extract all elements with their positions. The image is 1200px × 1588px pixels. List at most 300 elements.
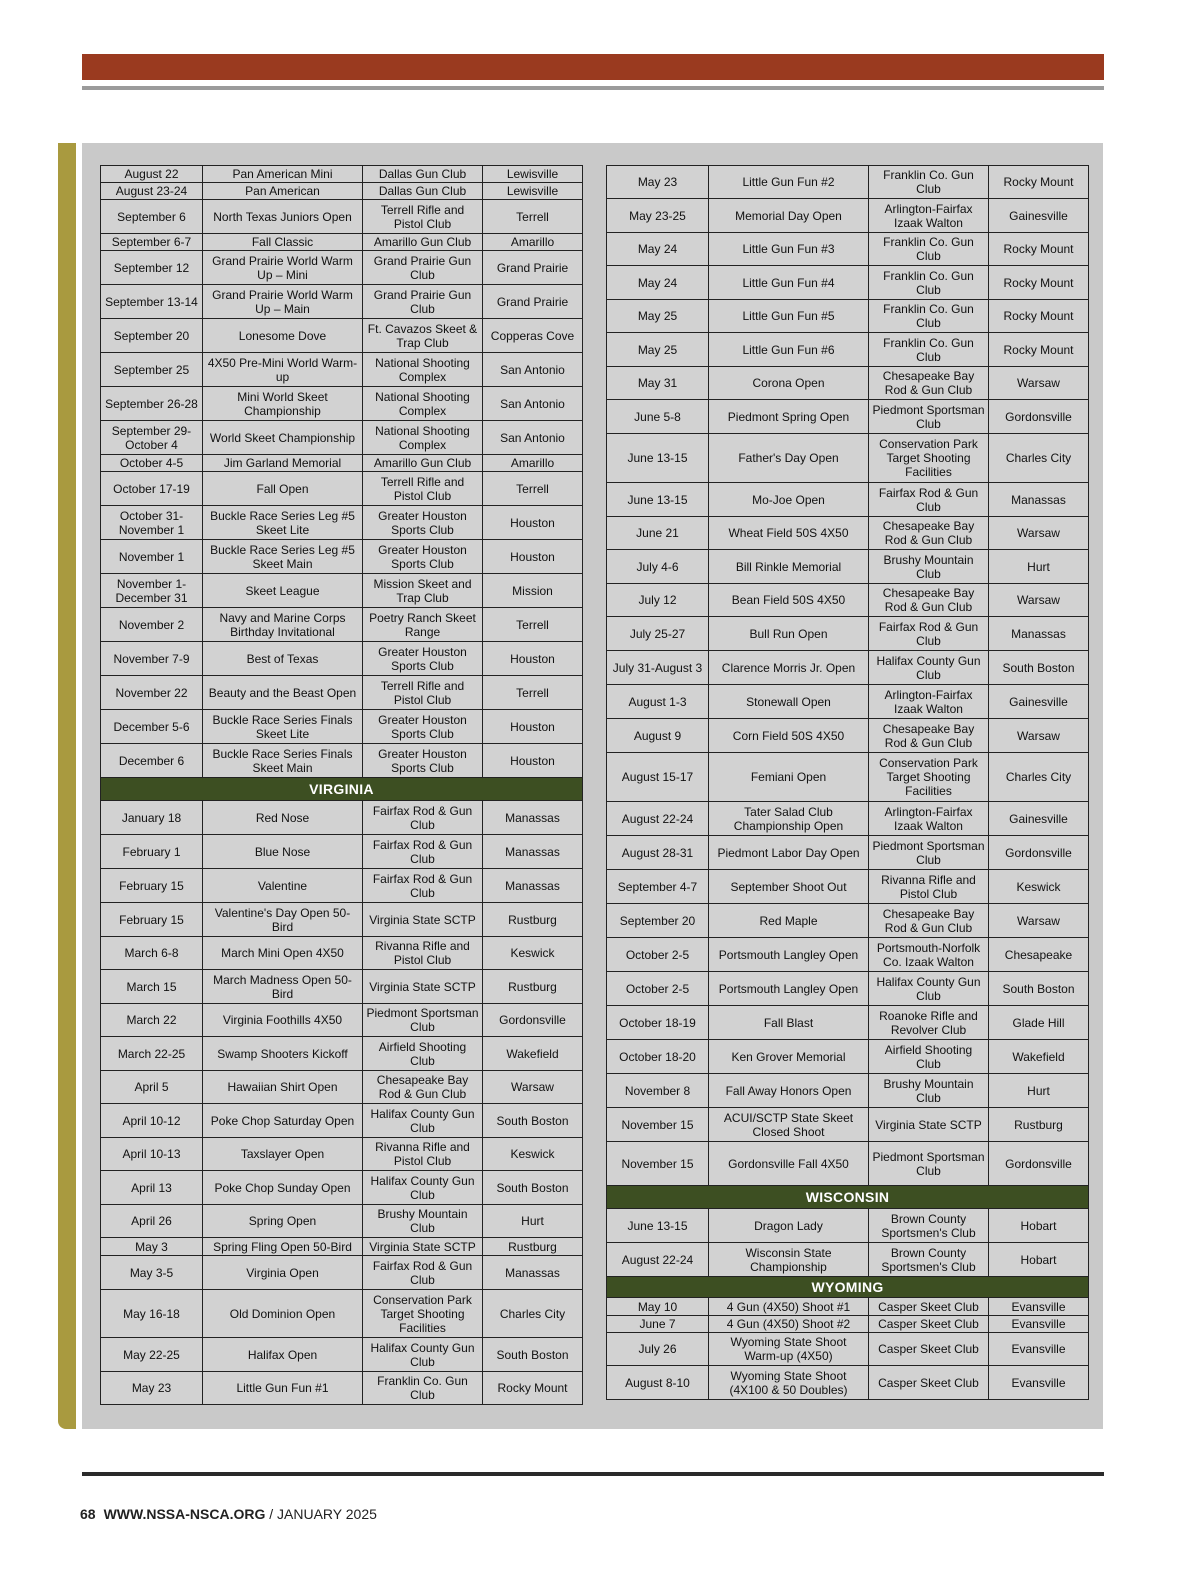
event-row: [101, 970, 583, 1004]
event-location: Houston: [483, 744, 583, 778]
event-club: Halifax County Gun Club: [363, 1171, 483, 1205]
event-club: Amarillo Gun Club: [363, 455, 483, 472]
event-location: Charles City: [483, 1290, 583, 1338]
event-row: [607, 753, 1089, 802]
event-name: Taxslayer Open: [203, 1138, 363, 1171]
event-club: Arlington-Fairfax Izaak Walton: [869, 199, 989, 233]
event-row: [607, 550, 1089, 584]
footer-website-link[interactable]: WWW.NSSA-NSCA.ORG: [103, 1506, 266, 1522]
event-name: Buckle Race Series Leg #5 Skeet Main: [203, 540, 363, 574]
event-location: Lewisville: [483, 166, 583, 183]
state-header-row: [607, 1277, 1089, 1298]
event-club: Chesapeake Bay Rod & Gun Club: [363, 1071, 483, 1104]
event-location: Warsaw: [989, 517, 1089, 550]
event-name: Spring Open: [203, 1205, 363, 1238]
event-name: Wyoming State Shoot Warm-up (4X50): [709, 1333, 869, 1366]
event-location: Hurt: [989, 550, 1089, 584]
event-date: July 12: [607, 584, 709, 617]
event-location: Charles City: [989, 434, 1089, 483]
event-name: Old Dominion Open: [203, 1290, 363, 1338]
event-row: [607, 836, 1089, 870]
event-row: [101, 1290, 583, 1338]
event-location: Evansville: [989, 1298, 1089, 1316]
schedule-table-right: [606, 165, 1089, 1400]
event-date: June 7: [607, 1316, 709, 1333]
event-club: Ft. Cavazos Skeet & Trap Club: [363, 319, 483, 353]
event-name: Corn Field 50S 4X50: [709, 719, 869, 753]
event-location: Terrell: [483, 200, 583, 234]
event-club: Greater Houston Sports Club: [363, 642, 483, 676]
event-row: [101, 387, 583, 421]
event-date: August 1-3: [607, 685, 709, 719]
event-location: Warsaw: [989, 367, 1089, 400]
event-name: Halifax Open: [203, 1338, 363, 1372]
event-date: February 15: [101, 869, 203, 903]
event-date: September 13-14: [101, 285, 203, 319]
event-club: Brushy Mountain Club: [869, 550, 989, 584]
event-name: Pan American Mini: [203, 166, 363, 183]
event-location: South Boston: [483, 1171, 583, 1205]
event-club: Brown County Sportsmen's Club: [869, 1209, 989, 1243]
event-location: South Boston: [989, 972, 1089, 1006]
event-row: [101, 421, 583, 455]
event-club: Chesapeake Bay Rod & Gun Club: [869, 904, 989, 938]
event-name: 4 Gun (4X50) Shoot #2: [709, 1316, 869, 1333]
event-name: Buckle Race Series Leg #5 Skeet Lite: [203, 506, 363, 540]
event-club: Piedmont Sportsman Club: [869, 1142, 989, 1186]
event-location: Amarillo: [483, 455, 583, 472]
event-location: San Antonio: [483, 421, 583, 455]
event-location: Glade Hill: [989, 1006, 1089, 1040]
event-row: [101, 801, 583, 835]
event-name: Wyoming State Shoot (4X100 & 50 Doubles): [709, 1366, 869, 1400]
event-date: August 23-24: [101, 183, 203, 200]
event-date: September 6: [101, 200, 203, 234]
event-row: [607, 400, 1089, 434]
event-row: [607, 1316, 1089, 1333]
event-location: Grand Prairie: [483, 251, 583, 285]
event-row: [101, 183, 583, 200]
event-date: November 22: [101, 676, 203, 710]
event-date: April 10-12: [101, 1104, 203, 1138]
event-club: Halifax County Gun Club: [869, 651, 989, 685]
event-row: [607, 1040, 1089, 1074]
footer-rule: [82, 1472, 1104, 1476]
event-date: November 2: [101, 608, 203, 642]
event-club: Roanoke Rifle and Revolver Club: [869, 1006, 989, 1040]
event-location: South Boston: [989, 651, 1089, 685]
page-footer: [80, 1506, 377, 1522]
event-date: July 26: [607, 1333, 709, 1366]
event-name: Fall Blast: [709, 1006, 869, 1040]
event-club: Airfield Shooting Club: [363, 1037, 483, 1071]
event-row: [101, 506, 583, 540]
footer-issue-date: JANUARY 2025: [277, 1506, 377, 1522]
event-date: October 18-20: [607, 1040, 709, 1074]
event-row: [607, 483, 1089, 517]
event-date: September 26-28: [101, 387, 203, 421]
event-name: Swamp Shooters Kickoff: [203, 1037, 363, 1071]
event-name: Fall Away Honors Open: [709, 1074, 869, 1108]
event-club: Franklin Co. Gun Club: [869, 333, 989, 367]
event-date: August 8-10: [607, 1366, 709, 1400]
event-club: Arlington-Fairfax Izaak Walton: [869, 685, 989, 719]
event-club: Terrell Rifle and Pistol Club: [363, 200, 483, 234]
event-club: Franklin Co. Gun Club: [363, 1372, 483, 1405]
event-location: Gordonsville: [989, 400, 1089, 434]
event-date: May 25: [607, 300, 709, 333]
event-name: Little Gun Fun #3: [709, 233, 869, 266]
event-row: [101, 1171, 583, 1205]
event-row: [101, 455, 583, 472]
event-club: Portsmouth-Norfolk Co. Izaak Walton: [869, 938, 989, 972]
event-club: Franklin Co. Gun Club: [869, 300, 989, 333]
event-row: [607, 938, 1089, 972]
event-date: August 15-17: [607, 753, 709, 802]
event-date: May 10: [607, 1298, 709, 1316]
event-name: ACUI/SCTP State Skeet Closed Shoot: [709, 1108, 869, 1142]
event-date: May 3-5: [101, 1256, 203, 1290]
event-club: Conservation Park Target Shooting Facilities: [363, 1290, 483, 1338]
event-club: Franklin Co. Gun Club: [869, 166, 989, 199]
page-number: 68: [80, 1506, 96, 1522]
event-date: August 28-31: [607, 836, 709, 870]
event-date: May 24: [607, 233, 709, 266]
event-name: Beauty and the Beast Open: [203, 676, 363, 710]
event-location: Terrell: [483, 472, 583, 506]
event-date: June 13-15: [607, 483, 709, 517]
event-name: Poke Chop Sunday Open: [203, 1171, 363, 1205]
event-location: Houston: [483, 710, 583, 744]
event-location: Rocky Mount: [483, 1372, 583, 1405]
event-location: Gordonsville: [989, 836, 1089, 870]
event-club: Grand Prairie Gun Club: [363, 285, 483, 319]
event-location: Manassas: [483, 835, 583, 869]
event-date: May 23: [607, 166, 709, 199]
event-date: November 15: [607, 1142, 709, 1186]
event-row: [607, 1366, 1089, 1400]
event-name: Buckle Race Series Finals Skeet Main: [203, 744, 363, 778]
event-row: [101, 251, 583, 285]
event-row: [101, 710, 583, 744]
event-location: Rocky Mount: [989, 266, 1089, 300]
event-name: Grand Prairie World Warm Up – Mini: [203, 251, 363, 285]
event-name: Fall Open: [203, 472, 363, 506]
event-row: [101, 608, 583, 642]
event-row: [607, 1333, 1089, 1366]
event-row: [607, 1108, 1089, 1142]
event-date: November 1: [101, 540, 203, 574]
event-date: March 15: [101, 970, 203, 1004]
event-row: [101, 1071, 583, 1104]
event-name: Fall Classic: [203, 234, 363, 251]
event-location: Lewisville: [483, 183, 583, 200]
event-date: September 4-7: [607, 870, 709, 904]
event-row: [101, 1338, 583, 1372]
event-club: Fairfax Rod & Gun Club: [363, 801, 483, 835]
event-location: Gordonsville: [483, 1004, 583, 1037]
event-name: Bill Rinkle Memorial: [709, 550, 869, 584]
event-location: Keswick: [483, 1138, 583, 1171]
event-club: Franklin Co. Gun Club: [869, 266, 989, 300]
event-row: [607, 1298, 1089, 1316]
event-club: Fairfax Rod & Gun Club: [363, 869, 483, 903]
event-name: 4X50 Pre-Mini World Warm-up: [203, 353, 363, 387]
event-club: Halifax County Gun Club: [363, 1338, 483, 1372]
event-location: Manassas: [483, 801, 583, 835]
event-club: Greater Houston Sports Club: [363, 744, 483, 778]
event-name: Little Gun Fun #2: [709, 166, 869, 199]
event-row: [607, 617, 1089, 651]
event-club: Chesapeake Bay Rod & Gun Club: [869, 367, 989, 400]
event-name: Valentine's Day Open 50-Bird: [203, 903, 363, 937]
event-row: [101, 574, 583, 608]
event-location: Mission: [483, 574, 583, 608]
event-row: [607, 300, 1089, 333]
event-club: Franklin Co. Gun Club: [869, 233, 989, 266]
event-row: [101, 1256, 583, 1290]
event-row: [101, 319, 583, 353]
event-location: Keswick: [483, 937, 583, 970]
event-club: Piedmont Sportsman Club: [363, 1004, 483, 1037]
event-row: [101, 285, 583, 319]
state-header: WISCONSIN: [607, 1186, 1089, 1209]
event-name: Little Gun Fun #4: [709, 266, 869, 300]
event-row: [607, 802, 1089, 836]
event-name: Stonewall Open: [709, 685, 869, 719]
event-date: August 9: [607, 719, 709, 753]
event-club: Chesapeake Bay Rod & Gun Club: [869, 719, 989, 753]
event-date: February 15: [101, 903, 203, 937]
event-location: Warsaw: [483, 1071, 583, 1104]
event-club: Rivanna Rifle and Pistol Club: [869, 870, 989, 904]
event-location: South Boston: [483, 1104, 583, 1138]
event-row: [607, 1074, 1089, 1108]
event-row: [101, 1205, 583, 1238]
event-name: Pan American: [203, 183, 363, 200]
event-location: Rustburg: [483, 1238, 583, 1256]
event-name: Skeet League: [203, 574, 363, 608]
event-name: March Mini Open 4X50: [203, 937, 363, 970]
event-location: Manassas: [989, 617, 1089, 651]
event-club: Rivanna Rifle and Pistol Club: [363, 1138, 483, 1171]
event-location: Rocky Mount: [989, 166, 1089, 199]
event-row: [607, 1006, 1089, 1040]
event-date: April 10-13: [101, 1138, 203, 1171]
event-club: Conservation Park Target Shooting Facilities: [869, 434, 989, 483]
event-location: Houston: [483, 506, 583, 540]
event-date: August 22-24: [607, 802, 709, 836]
event-name: Hawaiian Shirt Open: [203, 1071, 363, 1104]
event-location: Rustburg: [483, 903, 583, 937]
event-date: September 29-October 4: [101, 421, 203, 455]
event-name: Little Gun Fun #6: [709, 333, 869, 367]
event-name: Red Maple: [709, 904, 869, 938]
event-row: [101, 166, 583, 183]
footer-separator: /: [265, 1506, 278, 1522]
event-club: National Shooting Complex: [363, 421, 483, 455]
event-date: June 21: [607, 517, 709, 550]
event-club: Greater Houston Sports Club: [363, 506, 483, 540]
event-club: Amarillo Gun Club: [363, 234, 483, 251]
event-club: Virginia State SCTP: [869, 1108, 989, 1142]
event-name: Piedmont Spring Open: [709, 400, 869, 434]
event-date: September 25: [101, 353, 203, 387]
event-row: [101, 937, 583, 970]
event-row: [101, 869, 583, 903]
event-date: November 15: [607, 1108, 709, 1142]
event-row: [101, 1004, 583, 1037]
event-row: [101, 200, 583, 234]
event-row: [607, 517, 1089, 550]
event-name: Mo-Joe Open: [709, 483, 869, 517]
event-club: Dallas Gun Club: [363, 183, 483, 200]
event-date: May 3: [101, 1238, 203, 1256]
event-name: World Skeet Championship: [203, 421, 363, 455]
event-name: March Madness Open 50-Bird: [203, 970, 363, 1004]
event-name: Spring Fling Open 50-Bird: [203, 1238, 363, 1256]
event-date: July 4-6: [607, 550, 709, 584]
event-name: Wheat Field 50S 4X50: [709, 517, 869, 550]
event-date: May 23: [101, 1372, 203, 1405]
event-club: Mission Skeet and Trap Club: [363, 574, 483, 608]
event-name: Little Gun Fun #1: [203, 1372, 363, 1405]
event-date: November 7-9: [101, 642, 203, 676]
event-date: April 5: [101, 1071, 203, 1104]
event-date: May 25: [607, 333, 709, 367]
event-location: Wakefield: [483, 1037, 583, 1071]
event-name: Best of Texas: [203, 642, 363, 676]
event-date: March 6-8: [101, 937, 203, 970]
event-club: Virginia State SCTP: [363, 903, 483, 937]
event-location: Rocky Mount: [989, 300, 1089, 333]
event-club: Virginia State SCTP: [363, 970, 483, 1004]
event-name: Corona Open: [709, 367, 869, 400]
event-club: Fairfax Rod & Gun Club: [869, 617, 989, 651]
state-header: WYOMING: [607, 1277, 1089, 1298]
event-location: San Antonio: [483, 387, 583, 421]
event-row: [607, 651, 1089, 685]
event-date: October 2-5: [607, 938, 709, 972]
event-club: Brushy Mountain Club: [363, 1205, 483, 1238]
event-date: October 18-19: [607, 1006, 709, 1040]
event-club: Rivanna Rifle and Pistol Club: [363, 937, 483, 970]
event-location: Gainesville: [989, 685, 1089, 719]
event-date: May 22-25: [101, 1338, 203, 1372]
event-club: Casper Skeet Club: [869, 1316, 989, 1333]
event-row: [607, 266, 1089, 300]
event-row: [101, 472, 583, 506]
event-row: [607, 972, 1089, 1006]
event-date: July 31-August 3: [607, 651, 709, 685]
event-row: [101, 642, 583, 676]
event-name: Virginia Open: [203, 1256, 363, 1290]
event-club: Halifax County Gun Club: [363, 1104, 483, 1138]
event-row: [607, 1243, 1089, 1277]
event-row: [101, 903, 583, 937]
event-location: Warsaw: [989, 904, 1089, 938]
event-location: Hobart: [989, 1243, 1089, 1277]
event-location: Hurt: [989, 1074, 1089, 1108]
header-color-bar: [82, 54, 1104, 80]
event-location: Grand Prairie: [483, 285, 583, 319]
event-club: Chesapeake Bay Rod & Gun Club: [869, 517, 989, 550]
event-location: Rustburg: [989, 1108, 1089, 1142]
event-location: San Antonio: [483, 353, 583, 387]
event-row: [101, 1037, 583, 1071]
event-location: Evansville: [989, 1333, 1089, 1366]
event-location: Manassas: [989, 483, 1089, 517]
event-name: Bull Run Open: [709, 617, 869, 651]
event-name: Little Gun Fun #5: [709, 300, 869, 333]
event-club: Grand Prairie Gun Club: [363, 251, 483, 285]
event-name: Red Nose: [203, 801, 363, 835]
event-name: Poke Chop Saturday Open: [203, 1104, 363, 1138]
event-club: Arlington-Fairfax Izaak Walton: [869, 802, 989, 836]
event-location: South Boston: [483, 1338, 583, 1372]
event-date: August 22: [101, 166, 203, 183]
event-name: September Shoot Out: [709, 870, 869, 904]
event-club: Virginia State SCTP: [363, 1238, 483, 1256]
event-row: [607, 584, 1089, 617]
event-name: Dragon Lady: [709, 1209, 869, 1243]
side-accent-bar: [58, 143, 76, 1429]
state-header: VIRGINIA: [101, 778, 583, 801]
event-date: May 24: [607, 266, 709, 300]
event-location: Wakefield: [989, 1040, 1089, 1074]
event-name: Grand Prairie World Warm Up – Main: [203, 285, 363, 319]
event-club: Poetry Ranch Skeet Range: [363, 608, 483, 642]
event-name: Buckle Race Series Finals Skeet Lite: [203, 710, 363, 744]
event-row: [101, 744, 583, 778]
event-location: Gainesville: [989, 802, 1089, 836]
event-location: Gordonsville: [989, 1142, 1089, 1186]
event-location: Warsaw: [989, 584, 1089, 617]
event-club: Fairfax Rod & Gun Club: [363, 835, 483, 869]
event-name: Clarence Morris Jr. Open: [709, 651, 869, 685]
event-date: June 13-15: [607, 434, 709, 483]
state-header-row: [101, 778, 583, 801]
event-location: Terrell: [483, 676, 583, 710]
event-location: Chesapeake: [989, 938, 1089, 972]
event-name: Virginia Foothills 4X50: [203, 1004, 363, 1037]
event-location: Manassas: [483, 869, 583, 903]
event-date: January 18: [101, 801, 203, 835]
event-location: Houston: [483, 642, 583, 676]
event-row: [607, 1209, 1089, 1243]
event-name: Father's Day Open: [709, 434, 869, 483]
event-name: Wisconsin State Championship: [709, 1243, 869, 1277]
event-club: Halifax County Gun Club: [869, 972, 989, 1006]
event-row: [607, 870, 1089, 904]
event-date: September 6-7: [101, 234, 203, 251]
event-location: Evansville: [989, 1316, 1089, 1333]
event-location: Keswick: [989, 870, 1089, 904]
event-row: [101, 1104, 583, 1138]
state-header-row: [607, 1186, 1089, 1209]
event-club: Chesapeake Bay Rod & Gun Club: [869, 584, 989, 617]
event-date: June 13-15: [607, 1209, 709, 1243]
event-date: October 2-5: [607, 972, 709, 1006]
event-location: Houston: [483, 540, 583, 574]
event-name: 4 Gun (4X50) Shoot #1: [709, 1298, 869, 1316]
schedule-table-left: [100, 165, 583, 1405]
event-club: Dallas Gun Club: [363, 166, 483, 183]
event-name: Femiani Open: [709, 753, 869, 802]
event-location: Manassas: [483, 1256, 583, 1290]
event-row: [607, 1142, 1089, 1186]
event-date: April 13: [101, 1171, 203, 1205]
